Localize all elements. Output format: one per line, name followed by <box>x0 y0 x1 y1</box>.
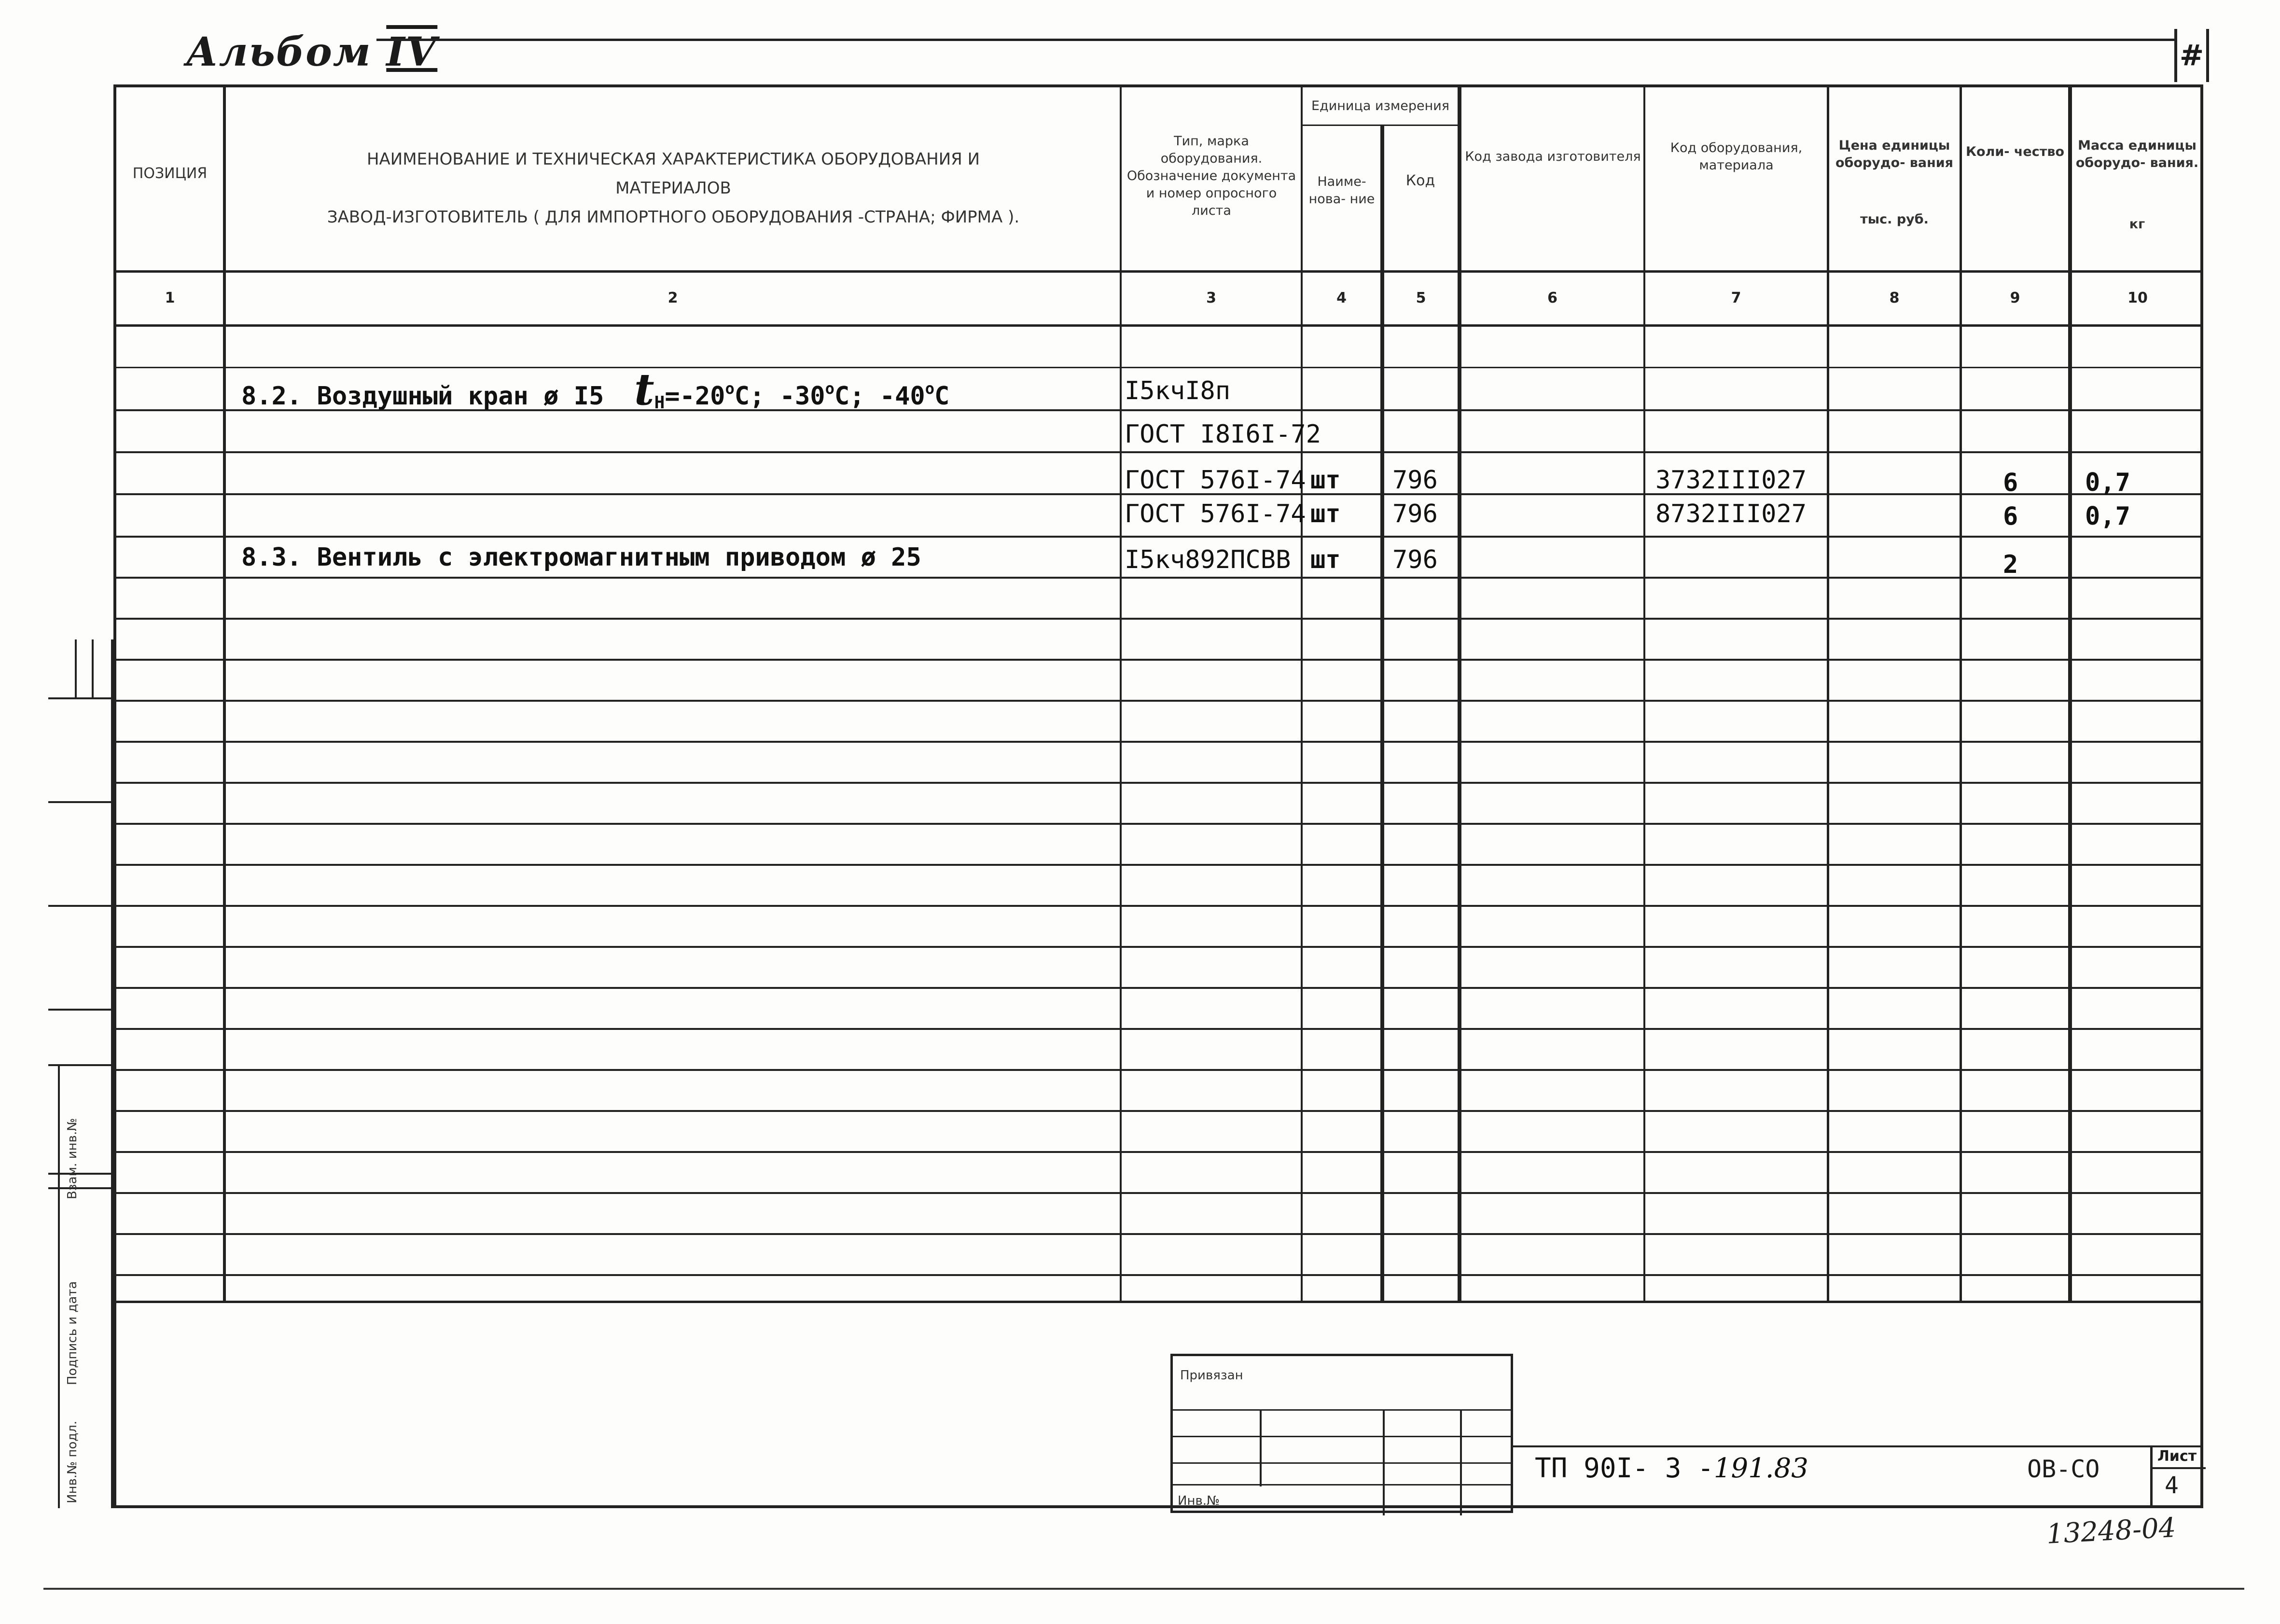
row-solenoid-valve-type: I5кч892ПСВВ <box>1125 545 1291 574</box>
temperature-value-3: C; -40 <box>834 382 925 411</box>
handwritten-number: 13248-04 <box>2045 1512 2177 1550</box>
stamp-top-label: Привязан <box>1180 1368 1243 1383</box>
side-stamp-lines <box>48 639 113 1508</box>
degree-mark: o <box>925 379 934 398</box>
col-num-10: 10 <box>2127 290 2148 306</box>
header-name <box>227 145 1120 232</box>
title-block-rule <box>1513 1445 2203 1447</box>
col-num-7: 7 <box>1731 290 1741 306</box>
document-code-number: 191.83 <box>1713 1453 1808 1484</box>
row-gost-5761-b-mass: 0,7 <box>2085 502 2130 531</box>
temperature-subscript: Н <box>654 393 665 413</box>
header-type: Тип, марка оборудования. Обозначение документа и номер опросного листа <box>1126 134 1296 218</box>
top-rule <box>376 39 2177 41</box>
col-num-6: 6 <box>1547 290 1557 306</box>
sheet-label: Лист <box>2157 1448 2197 1465</box>
album-number: IV <box>386 29 438 75</box>
row-solenoid-valve-qty: 2 <box>2003 550 2018 579</box>
row-gost-5761-a-mass: 0,7 <box>2085 468 2130 497</box>
row-gost-5761-a-unit: шт <box>1310 466 1341 495</box>
album-title: Альбом <box>186 29 372 75</box>
side-stamp <box>48 639 113 1508</box>
row-solenoid-valve-code: 796 <box>1392 545 1438 574</box>
stamp-bottom-label: Инв.№ <box>1178 1494 1220 1508</box>
sheet-divider <box>2153 1467 2206 1469</box>
row-gost-18161-type: ГОСТ I8I6I-72 <box>1125 420 1321 449</box>
header-name-line2: МАТЕРИАЛОВ <box>615 179 731 198</box>
air-valve-title: 8.2. Воздушный кран ø I5 <box>241 382 604 411</box>
row-gost-5761-a-equip: 3732III027 <box>1655 466 1807 495</box>
col-num-3: 3 <box>1206 290 1216 306</box>
row-gost-5761-a-qty: 6 <box>2003 468 2018 497</box>
col-num-2: 2 <box>667 290 678 306</box>
col-num-4: 4 <box>1336 290 1347 306</box>
degree-mark: o <box>725 379 735 398</box>
row-gost-5761-b-code: 796 <box>1392 500 1438 528</box>
document-code-prefix: ТП 90I- 3 - <box>1535 1453 1714 1484</box>
header-price: Цена единицы оборудо- вания <box>1835 138 1954 170</box>
header-mass: Масса единицы оборудо- вания. <box>2075 138 2199 170</box>
row-gost-5761-b-equip: 8732III027 <box>1655 500 1807 528</box>
row-gost-5761-b-type: ГОСТ 576I-74 <box>1125 500 1306 528</box>
row-gost-5761-b-unit: шт <box>1310 500 1341 528</box>
header-name-line3: ЗАВОД-ИЗГОТОВИТЕЛЬ ( ДЛЯ ИМПОРТНОГО ОБОРУДОВАНИЯ -СТРАНА; ФИРМА ). <box>327 208 1020 227</box>
header-price-unit: тыс. руб. <box>1860 212 1929 227</box>
binding-stamp <box>1170 1354 1513 1513</box>
temperature-value-1: =-20 <box>665 382 725 411</box>
row-air-valve-type: I5кчI8п <box>1125 376 1231 405</box>
col-num-5: 5 <box>1416 290 1426 306</box>
row-air-valve-name <box>241 364 950 420</box>
header-equip-code: Код оборудования, материала <box>1670 140 1803 173</box>
header-name-line1: НАИМЕНОВАНИЕ И ТЕХНИЧЕСКАЯ ХАРАКТЕРИСТИКА ОБОРУДОВАНИЯ И <box>366 150 980 169</box>
row-gost-5761-a-code: 796 <box>1392 466 1438 495</box>
album-label <box>186 29 437 75</box>
side-label-replace: Взам. инв.№ <box>65 1118 80 1199</box>
header-unit-group: Единица измерения <box>1311 98 1450 113</box>
corner-mark: # <box>2174 29 2209 82</box>
header-maker-code: Код завода изготовителя <box>1465 149 1641 164</box>
degree-mark: o <box>825 379 834 398</box>
col-num-1: 1 <box>165 290 175 306</box>
temperature-symbol: t <box>634 364 654 415</box>
row-gost-5761-b-qty: 6 <box>2003 502 2018 531</box>
row-solenoid-valve-unit: шт <box>1310 545 1341 574</box>
temperature-unit: C <box>934 382 950 411</box>
header-unit-code: Код <box>1405 172 1435 189</box>
document-code <box>1535 1453 1808 1484</box>
document-section: ОВ-СО <box>2027 1455 2100 1483</box>
header-position: ПОЗИЦИЯ <box>132 165 208 182</box>
header-qty: Коли- чество <box>1965 144 2065 159</box>
row-solenoid-valve-name: 8.3. Вентиль с электромагнитным приводом ø 25 <box>241 543 921 572</box>
sheet-number: 4 <box>2165 1472 2179 1499</box>
temperature-value-2: C; -30 <box>734 382 825 411</box>
col-num-9: 9 <box>2010 290 2020 306</box>
side-label-inv: Инв.№ подл. <box>65 1420 80 1503</box>
header-unit-name: Наиме- нова- ние <box>1308 174 1375 207</box>
header-mass-unit: кг <box>2129 217 2145 232</box>
bottom-rule <box>43 1588 2244 1590</box>
row-gost-5761-a-type: ГОСТ 576I-74 <box>1125 466 1306 495</box>
sheet-box <box>2150 1445 2206 1508</box>
side-label-signature: Подпись и дата <box>65 1281 80 1385</box>
col-num-8: 8 <box>1889 290 1900 306</box>
